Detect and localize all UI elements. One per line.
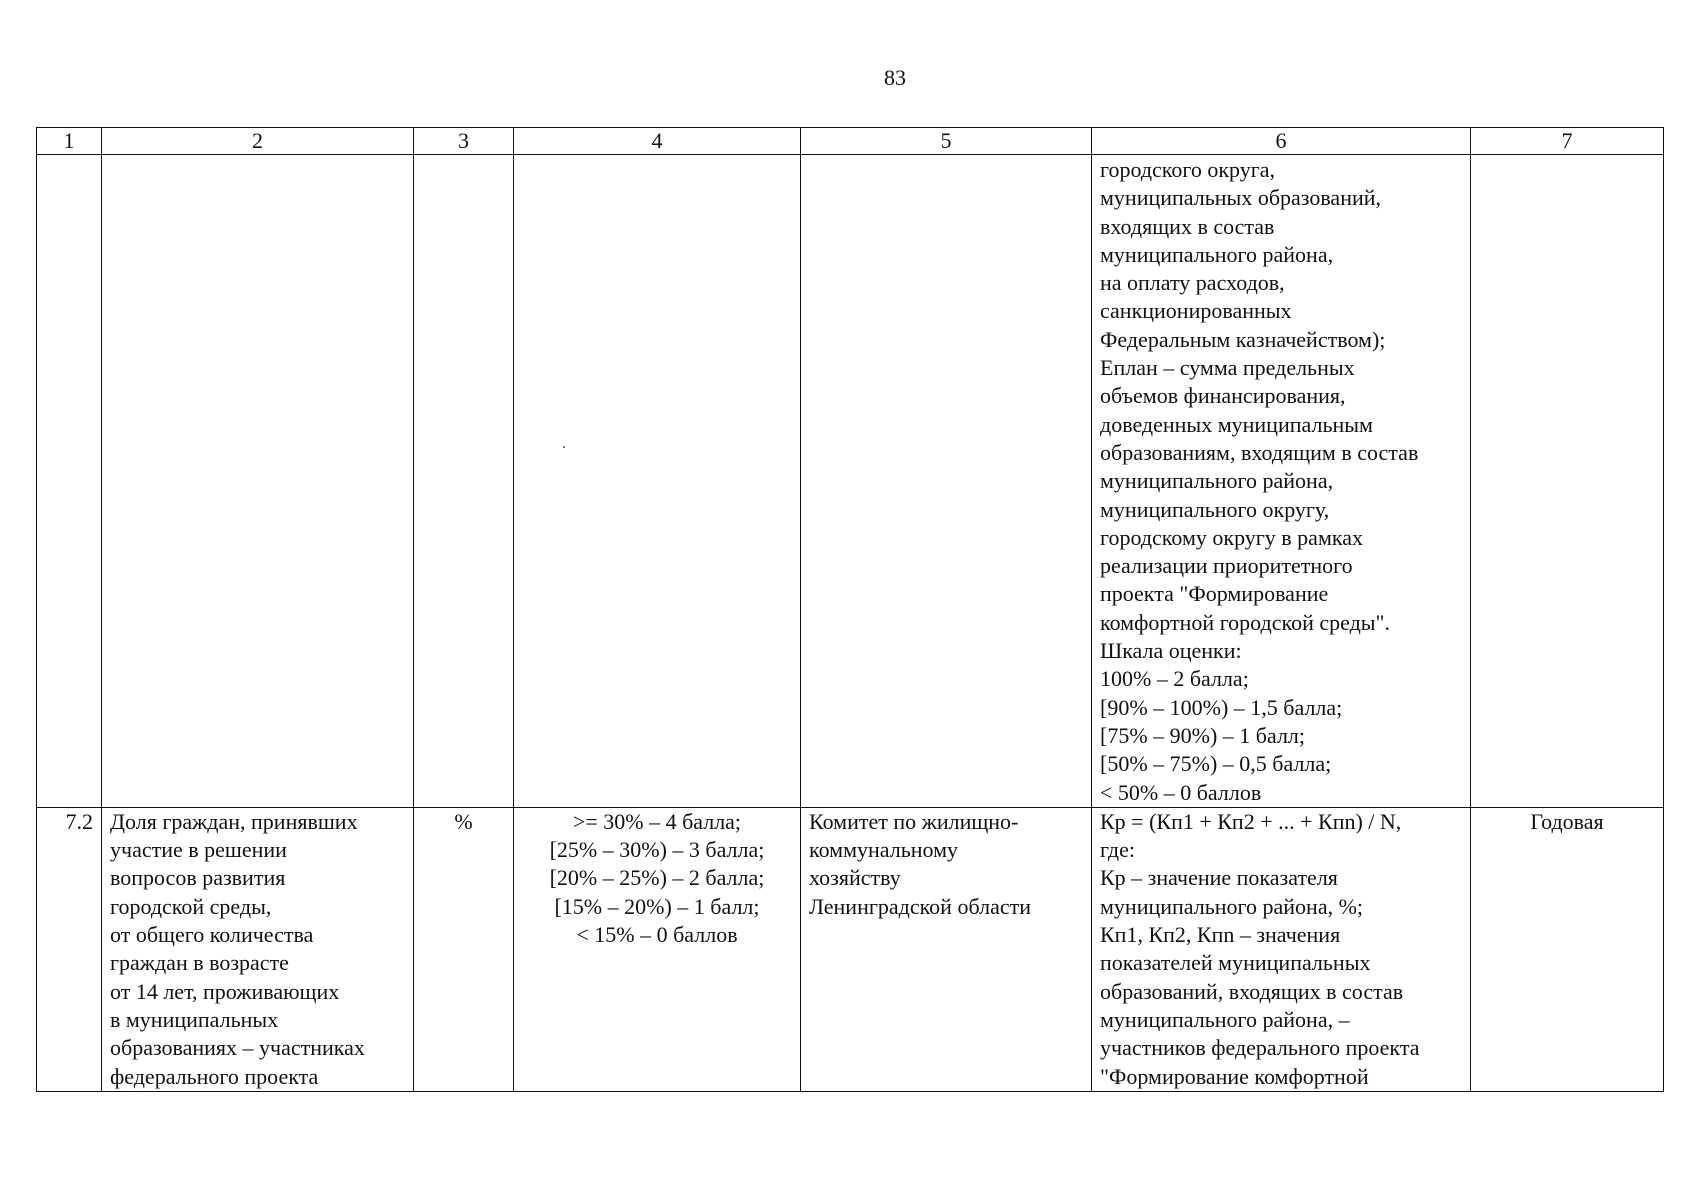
methodology-text: Кр = (Кп1 + Кп2 + ... + Кпn) / N, где: Кр – значение показателя муниципального района, %; Кп1, Кп2, Кпn – значения показателей муниципальных образований, входящих в состав муниципального района, – участников федерального проекта "Формирование комфортной [1100,808,1420,1089]
indicator-name: Доля граждан, принявших участие в решении вопросов развития городской среды, от общего количества граждан в возрасте от 14 лет, проживающих в муниципальных образованиях – участниках федерального проекта [110,808,365,1089]
cell-continued-col3 [414,155,514,808]
unit-of-measure: % [454,808,473,834]
cell-responsible-body [801,807,1092,1091]
cell-unit [414,807,514,1091]
cell-continued-col5 [801,155,1092,808]
column-header-7: 7 [1471,128,1664,155]
column-header-4: 4 [514,128,801,155]
indicator-number: 7.2 [65,808,93,834]
cell-indicator-number [37,807,102,1091]
cell-indicator-name [102,807,414,1091]
periodicity: Годовая [1530,808,1604,834]
cell-scoring-scale [514,807,801,1091]
column-header-3: 3 [414,128,514,155]
column-header-2: 2 [102,128,414,155]
cell-continued-col4 [514,155,801,808]
header-row [37,128,1664,155]
scoring-scale: >= 30% – 4 балла; [25% – 30%) – 3 балла; [20% – 25%) – 2 балла; [15% – 20%) – 1 балл; < 15% – 0 баллов [549,808,765,948]
cell-methodology [1092,807,1471,1091]
cell-continued-methodology [1092,155,1471,808]
page-number: 83 [884,65,906,90]
responsible-body: Комитет по жилищно- коммунальному хозяйству Ленинградской области [809,808,1031,919]
cell-continued-col7 [1471,155,1664,808]
indicator-table [36,127,1664,1092]
column-header-5: 5 [801,128,1092,155]
table-row-7-2 [37,807,1664,1091]
scan-speck [563,446,565,448]
cell-continued-col2 [102,155,414,808]
cell-periodicity [1471,807,1664,1091]
column-header-1: 1 [37,128,102,155]
table-row-continued [37,155,1664,808]
column-header-6: 6 [1092,128,1471,155]
cell-continued-col1 [37,155,102,808]
methodology-continued-text: городского округа, муниципальных образований, входящих в состав муниципального района, на оплату расходов, санкционированных Федеральным казначейством); Еплан – сумма предельных объемов финансирования, доведенных муниципальным образованиям, входящим в состав муниципального района, муниципального округу, городскому округу в рамках реализации приоритетного проекта "Формирование комфортной городской среды". Шкала оценки: 100% – 2 балла; [90% – 100%) – 1,5 балла; [75% – 90%) – 1 балл; [50% – 75%) – 0,5 балла; < 50% – 0 баллов [1100,157,1419,805]
